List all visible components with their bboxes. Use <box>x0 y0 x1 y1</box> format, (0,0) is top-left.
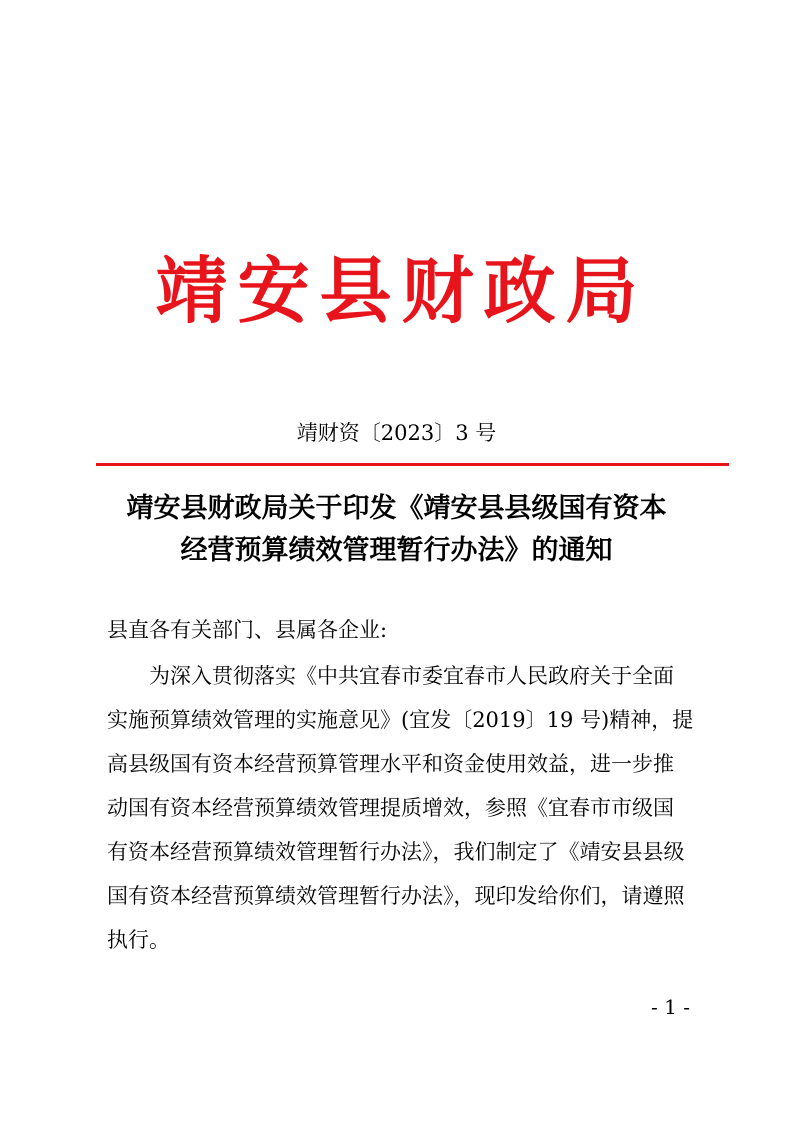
body-line: 动国有资本经营预算绩效管理提质增效，参照《宜春市市级国 <box>107 796 674 820</box>
body-line: 高县级国有资本经营预算管理水平和资金使用效益，进一步推 <box>107 752 674 776</box>
body-paragraph <box>107 654 697 962</box>
document-number: 靖财资〔2023〕3 号 <box>296 421 497 445</box>
body-line: 为深入贯彻落实《中共宜春市委宜春市人民政府关于全面 <box>149 664 674 688</box>
page-number: - 1 - <box>651 995 690 1019</box>
red-separator-line <box>96 463 729 466</box>
salutation: 县直各有关部门、县属各企业: <box>107 618 388 642</box>
body-line: 国有资本经营预算绩效管理暂行办法》，现印发给你们，请遵照 <box>107 884 685 908</box>
document-title-line-1: 靖安县财政局关于印发《靖安县县级国有资本 <box>126 493 667 524</box>
issuer-red-header: 靖安县财政局 <box>155 248 648 333</box>
body-line: 有资本经营预算绩效管理暂行办法》，我们制定了《靖安县县级 <box>107 840 685 864</box>
document-title <box>80 488 713 572</box>
body-line: 实施预算绩效管理的实施意见》(宜发〔2019〕19 号)精神，提 <box>107 708 694 732</box>
body-line: 执行。 <box>107 928 170 952</box>
document-title-line-2: 经营预算绩效管理暂行办法》的通知 <box>180 535 613 566</box>
